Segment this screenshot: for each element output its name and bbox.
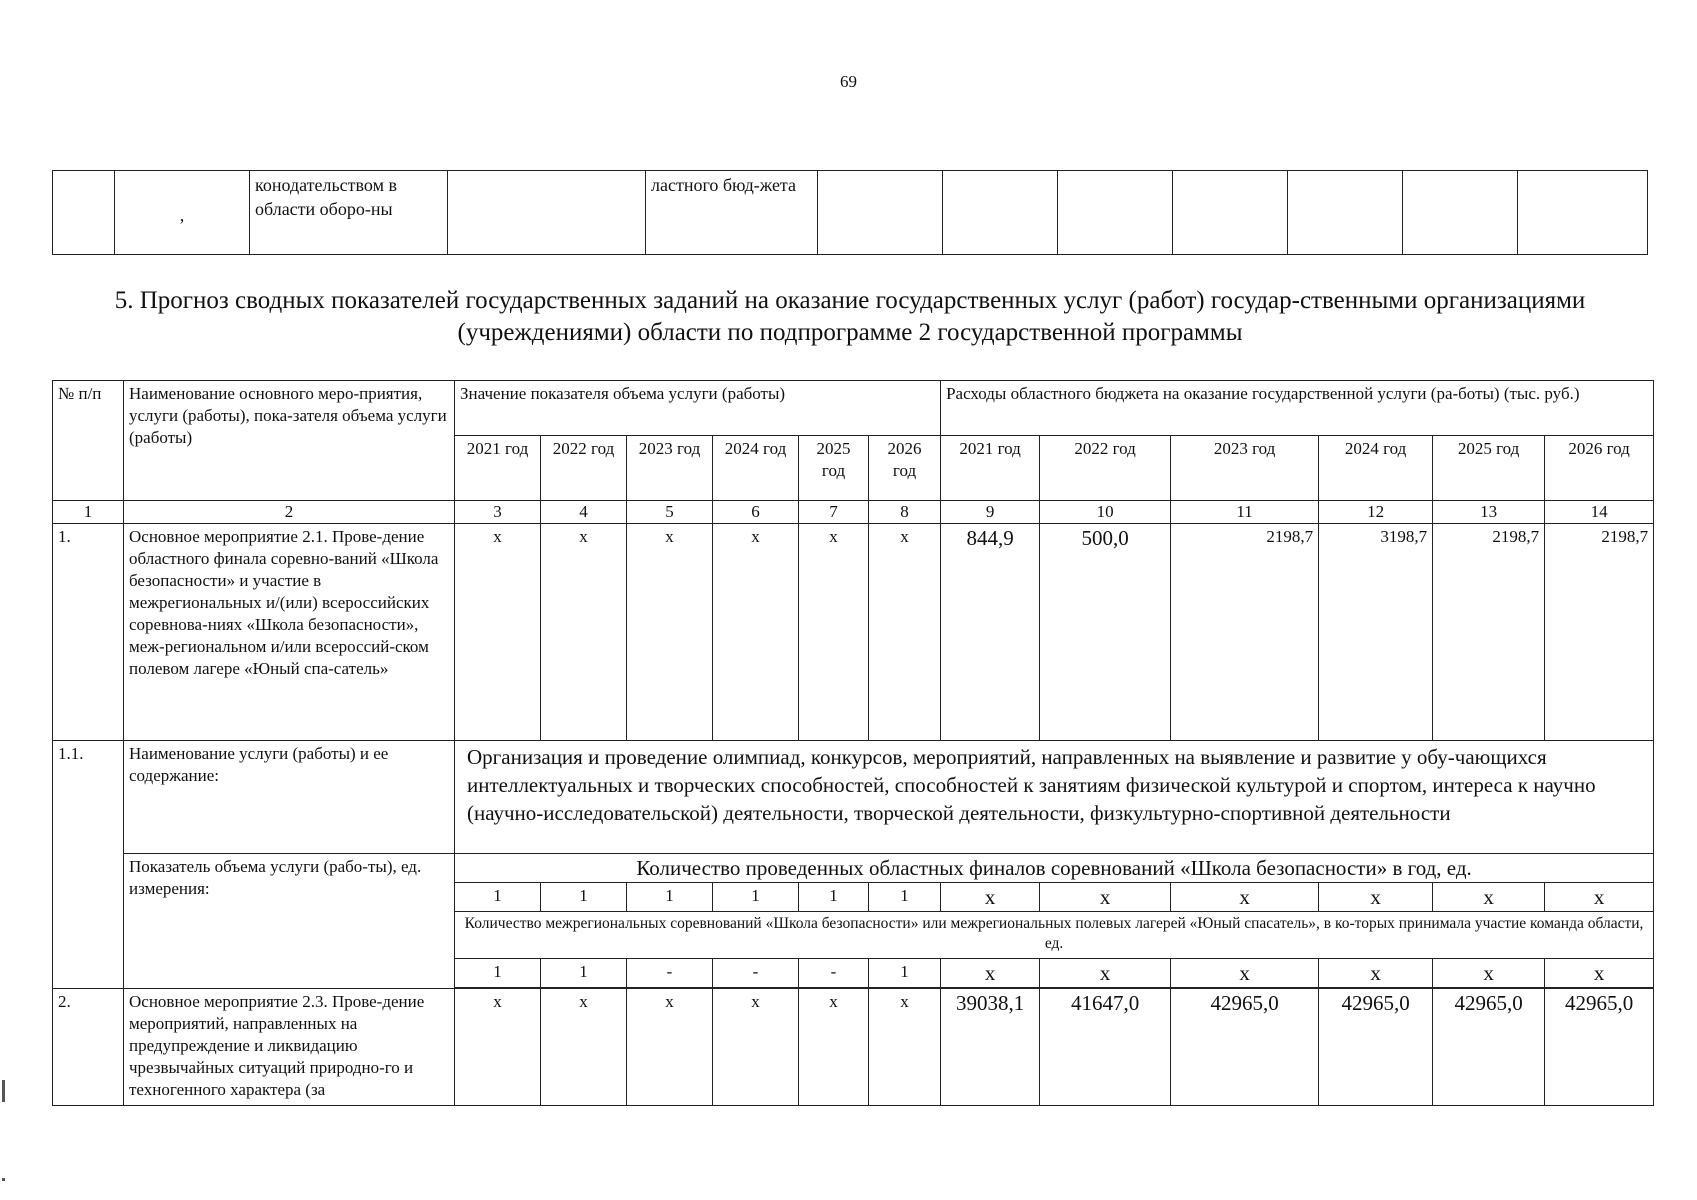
header-values-group: Значение показателя объема услуги (работы) — [455, 381, 941, 436]
value-cell: х — [869, 989, 941, 1106]
value-cell: 1 — [869, 883, 941, 912]
value-cell: 1 — [455, 883, 541, 912]
column-number: 9 — [941, 501, 1040, 524]
value-cell: 1 — [869, 959, 941, 988]
column-number: 4 — [541, 501, 627, 524]
value-cell: х — [799, 524, 869, 741]
expense-cell: 42965,0 — [1171, 989, 1319, 1106]
cell — [53, 171, 115, 255]
row-num: 1. — [53, 524, 124, 741]
header-year: 2021 год — [941, 436, 1040, 501]
continued-table — [52, 170, 1648, 255]
header-year: 2023 год — [627, 436, 713, 501]
column-number: 2 — [124, 501, 455, 524]
value-cell: 1 — [627, 883, 713, 912]
column-number: 10 — [1040, 501, 1171, 524]
header-year: 2024 год — [1319, 436, 1433, 501]
column-number: 1 — [53, 501, 124, 524]
expense-cell: 42965,0 — [1433, 989, 1545, 1106]
header-num: № п/п — [53, 381, 124, 501]
expense-cell: 2198,7 — [1171, 524, 1319, 741]
expense-cell: 2198,7 — [1433, 524, 1545, 741]
expense-cell: х — [1319, 959, 1433, 988]
value-cell: 1 — [713, 883, 799, 912]
column-number: 11 — [1171, 501, 1319, 524]
indicator-title: Количество проведенных областных финалов соревнований «Школа безопасности» в год, ед. — [455, 854, 1654, 883]
column-number: 14 — [1545, 501, 1654, 524]
column-number: 8 — [869, 501, 941, 524]
value-cell: х — [627, 524, 713, 741]
cell — [250, 171, 448, 255]
row-name: Основное мероприятие 2.3. Прове-дение мероприятий, направленных на предупреждение и ликвидацию чрезвычайных ситуаций природно-го и техногенного характера (за — [124, 989, 455, 1106]
row-name: Основное мероприятие 2.1. Прове-дение областного финала соревно-ваний «Школа безопасности» и участие в межрегиональных и/(или) всероссийских соревнова-ниях «Школа безопасности», меж-региональном и/или всероссий-ском полевом лагере «Юный спа-сатель» — [124, 524, 455, 741]
table-row — [53, 989, 1654, 1106]
value-cell: - — [799, 959, 869, 988]
indicator-label: Показатель объема услуги (рабо-ты), ед. измерения: — [124, 854, 455, 989]
cell-text: конодательством в области оборо-ны — [255, 175, 397, 219]
expense-cell: х — [1171, 883, 1319, 912]
cell — [1403, 171, 1518, 255]
cell — [1288, 171, 1403, 255]
column-number: 5 — [627, 501, 713, 524]
column-number: 6 — [713, 501, 799, 524]
column-number: 13 — [1433, 501, 1545, 524]
expense-cell: х — [1319, 883, 1433, 912]
indicator-title: Количество межрегиональных соревнований «Школа безопасности» или межрегиональных полевых лагерей «Юный спасатель», в ко-торых принимала участие команда области, ед. — [455, 912, 1654, 959]
table-row — [53, 524, 1654, 741]
expense-cell: 3198,7 — [1319, 524, 1433, 741]
value-cell: х — [713, 989, 799, 1106]
header-year: 2021 год — [455, 436, 541, 501]
expense-cell: х — [1545, 883, 1654, 912]
scan-margin-mark — [2, 1178, 5, 1181]
column-number: 7 — [799, 501, 869, 524]
cell — [115, 171, 250, 255]
value-cell: - — [627, 959, 713, 988]
expense-cell: 39038,1 — [941, 989, 1040, 1106]
value-cell: х — [455, 524, 541, 741]
cell — [1173, 171, 1288, 255]
expense-cell: х — [941, 883, 1040, 912]
expense-cell: х — [1040, 883, 1171, 912]
row-num: 1.1. — [53, 741, 124, 989]
expense-cell: х — [1433, 959, 1545, 988]
value-cell: 1 — [799, 883, 869, 912]
header-year: 2022 год — [541, 436, 627, 501]
expense-cell: х — [941, 959, 1040, 988]
expense-cell: 41647,0 — [1040, 989, 1171, 1106]
expense-cell: х — [1040, 959, 1171, 988]
expense-cell: 2198,7 — [1545, 524, 1654, 741]
scan-margin-mark — [2, 1080, 5, 1102]
value-cell: х — [869, 524, 941, 741]
cell — [448, 171, 646, 255]
section-title: 5. Прогноз сводных показателей государственных заданий на оказание государственных услуг (работ) государ-ственными организациями (учреждениями) области по подпрограмме 2 государственной программы — [114, 287, 1586, 346]
value-cell: х — [713, 524, 799, 741]
value-cell: 1 — [541, 959, 627, 988]
header-name: Наименование основного меро-приятия, услуги (работы), пока-зателя объема услуги (работы) — [124, 381, 455, 501]
cell — [1518, 171, 1648, 255]
table-row — [53, 741, 1654, 854]
cell — [1058, 171, 1173, 255]
header-year: 2026 год — [1545, 436, 1654, 501]
expense-cell: х — [1433, 883, 1545, 912]
value-cell: х — [455, 989, 541, 1106]
header-year: 2024 год — [713, 436, 799, 501]
header-year: 2025 год — [799, 436, 869, 501]
value-cell: х — [541, 524, 627, 741]
header-year: 2022 год — [1040, 436, 1171, 501]
expense-cell: 42965,0 — [1319, 989, 1433, 1106]
value-cell: 1 — [541, 883, 627, 912]
cell — [818, 171, 943, 255]
column-number: 12 — [1319, 501, 1433, 524]
header-year: 2023 год — [1171, 436, 1319, 501]
cell — [943, 171, 1058, 255]
value-cell: х — [799, 989, 869, 1106]
expense-cell: х — [1171, 959, 1319, 988]
column-number: 3 — [455, 501, 541, 524]
header-year: 2026 год — [869, 436, 941, 501]
page-number: 69 — [840, 72, 857, 91]
header-year: 2025 год — [1433, 436, 1545, 501]
value-cell: х — [541, 989, 627, 1106]
value-cell: - — [713, 959, 799, 988]
expense-cell: 844,9 — [941, 524, 1040, 741]
expense-cell: 42965,0 — [1545, 989, 1654, 1106]
header-expenses-group: Расходы областного бюджета на оказание государственной услуги (ра-боты) (тыс. руб.) — [941, 381, 1654, 436]
cell-text: ластного бюд-жета — [651, 175, 797, 195]
expense-cell: х — [1545, 959, 1654, 988]
service-label: Наименование услуги (работы) и ее содержание: — [124, 741, 455, 854]
value-cell: х — [627, 989, 713, 1106]
value-cell: 1 — [455, 959, 541, 988]
table-row — [53, 854, 1654, 883]
expense-cell: 500,0 — [1040, 524, 1171, 741]
forecast-table — [52, 380, 1654, 1106]
cell — [646, 171, 818, 255]
row-num: 2. — [53, 989, 124, 1106]
service-description: Организация и проведение олимпиад, конкурсов, мероприятий, направленных на выявление и развитие у обу-чающихся интеллектуальных и творческих способностей, способностей к занятиям физической культурой и спортом, интереса к научно (научно-исследовательской) деятельности, творческой деятельности, физкультурно-спортивной деятельности — [455, 741, 1654, 854]
cell-text: , — [179, 205, 185, 225]
